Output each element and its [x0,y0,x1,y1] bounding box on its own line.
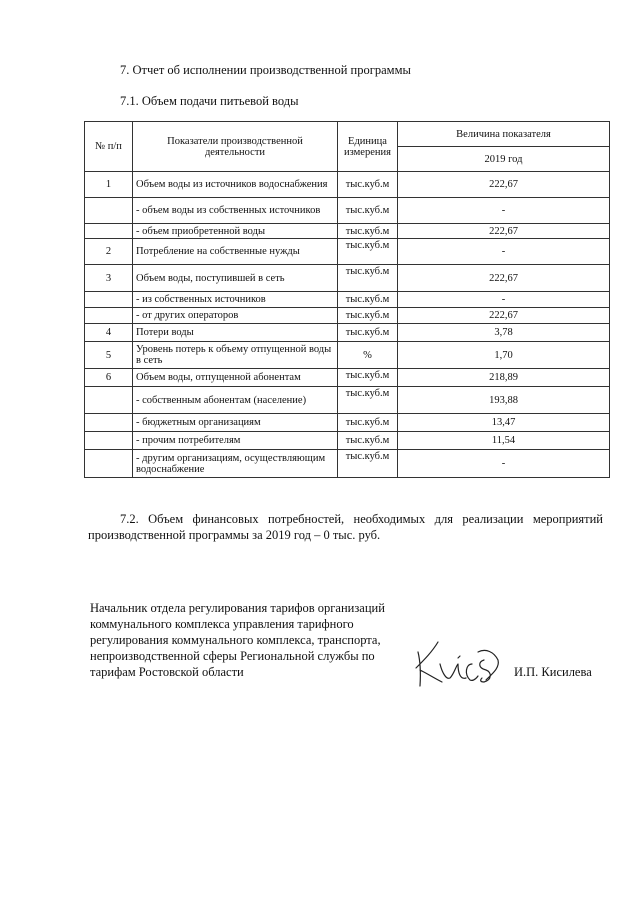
row-indicator: Уровень потерь к объему отпущенной воды в сеть [133,342,338,369]
water-supply-table [84,121,610,478]
row-value: 222,67 [398,265,610,292]
header-year: 2019 год [398,147,610,172]
table-row [85,308,610,324]
table-row [85,324,610,342]
row-num: 3 [85,265,133,292]
row-num: 2 [85,239,133,265]
row-value: 222,67 [398,308,610,324]
row-num: 5 [85,342,133,369]
row-indicator: - из собственных источников [133,292,338,308]
row-unit: тыс.куб.м [338,450,398,478]
row-value: 218,89 [398,369,610,387]
row-indicator: Объем воды, отпущенной абонентам [133,369,338,387]
subsection-title: 7.1. Объем подачи питьевой воды [120,94,299,108]
row-unit: % [338,342,398,369]
signer-name: И.П. Кисилева [514,665,592,679]
financial-paragraph-text: 7.2. Объем финансовых потребностей, необходимых для реализации мероприятий производственной программы за 2019 год – 0 тыс. руб. [88,512,603,542]
row-value: 3,78 [398,324,610,342]
row-num: 4 [85,324,133,342]
row-unit: тыс.куб.м [338,387,398,414]
table-row [85,172,610,198]
row-value: - [398,198,610,224]
row-num [85,432,133,450]
table-row [85,387,610,414]
table-row [85,432,610,450]
table-row [85,224,610,239]
row-unit: тыс.куб.м [338,324,398,342]
row-indicator: Объем воды из источников водоснабжения [133,172,338,198]
row-value: 222,67 [398,224,610,239]
row-unit: тыс.куб.м [338,265,398,292]
row-num [85,414,133,432]
row-value: 1,70 [398,342,610,369]
row-unit: тыс.куб.м [338,198,398,224]
row-indicator: - объем воды из собственных источников [133,198,338,224]
row-indicator: - от других операторов [133,308,338,324]
header-num: № п/п [85,122,133,172]
row-indicator: - бюджетным организациям [133,414,338,432]
row-unit: тыс.куб.м [338,224,398,239]
row-value: - [398,292,610,308]
row-indicator: Потребление на собственные нужды [133,239,338,265]
row-num: 6 [85,369,133,387]
table-row [85,342,610,369]
table-row [85,369,610,387]
row-num [85,198,133,224]
row-num [85,387,133,414]
signer-line: коммунального комплекса управления тарифного [90,617,354,631]
row-num [85,308,133,324]
financial-paragraph [88,511,603,543]
row-num [85,224,133,239]
table-row [85,414,610,432]
row-num [85,292,133,308]
header-value-group: Величина показателя [398,122,610,147]
row-num [85,450,133,478]
row-value: - [398,450,610,478]
row-indicator: - объем приобретенной воды [133,224,338,239]
header-unit: Единица измерения [338,122,398,172]
row-unit: тыс.куб.м [338,292,398,308]
signer-line: непроизводственной сферы Региональной службы по [90,649,375,663]
row-unit: тыс.куб.м [338,172,398,198]
row-value: 13,47 [398,414,610,432]
row-indicator: Объем воды, поступившей в сеть [133,265,338,292]
row-num: 1 [85,172,133,198]
handwritten-signature [412,630,507,690]
table-row [85,198,610,224]
row-unit: тыс.куб.м [338,308,398,324]
row-value: 11,54 [398,432,610,450]
row-value: 222,67 [398,172,610,198]
row-indicator: - прочим потребителям [133,432,338,450]
table-row [85,239,610,265]
row-value: 193,88 [398,387,610,414]
signer-line: регулирования коммунального комплекса, транспорта, [90,633,381,647]
row-unit: тыс.куб.м [338,369,398,387]
row-indicator: - собственным абонентам (население) [133,387,338,414]
row-value: - [398,239,610,265]
row-unit: тыс.куб.м [338,414,398,432]
signer-line: Начальник отдела регулирования тарифов организаций [90,601,385,615]
signer-line: тарифам Ростовской области [90,665,244,679]
table-row [85,265,610,292]
signer-position [90,600,410,680]
header-indicator: Показатели производственной деятельности [133,122,338,172]
table-row [85,450,610,478]
section-title: 7. Отчет об исполнении производственной программы [120,63,411,77]
row-indicator: Потери воды [133,324,338,342]
row-indicator: - другим организациям, осуществляющим водоснабжение [133,450,338,478]
table-row [85,292,610,308]
row-unit: тыс.куб.м [338,239,398,265]
row-unit: тыс.куб.м [338,432,398,450]
